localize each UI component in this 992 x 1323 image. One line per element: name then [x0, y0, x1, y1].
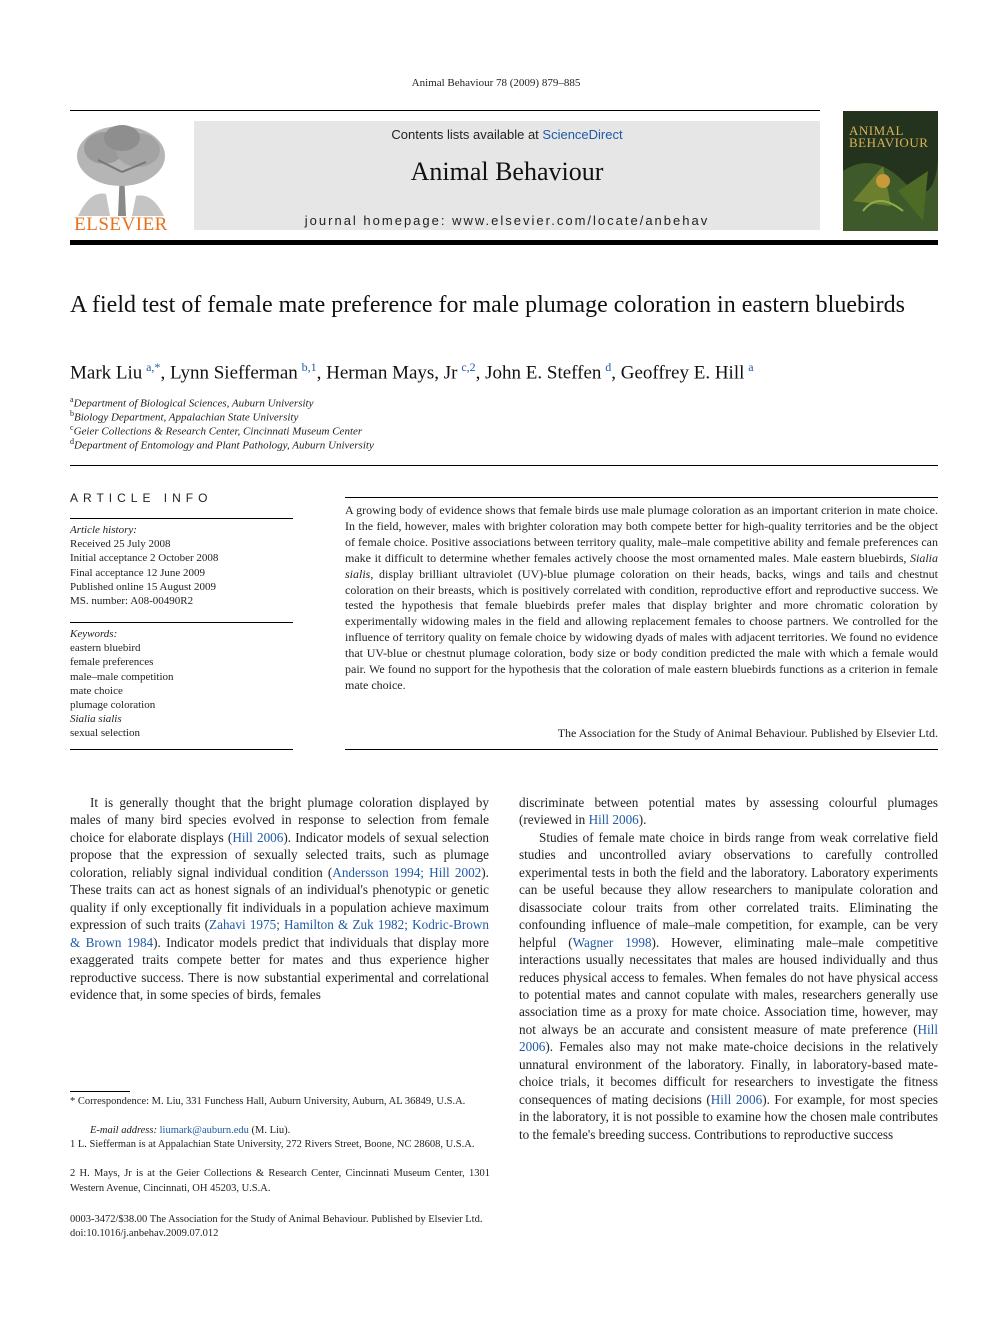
body-paragraph — [519, 794, 938, 829]
affiliations-rule — [70, 465, 938, 466]
keyword[interactable]: mate choice — [70, 684, 123, 697]
abstract-species: Sialia sialis — [345, 550, 938, 581]
journal-banner — [194, 121, 820, 230]
article-title: A field test of female mate preference for male plumage coloration in eastern bluebirds — [70, 292, 905, 318]
author-name[interactable]: John E. Steffen — [485, 362, 602, 384]
issn-line: 0003-3472/$38.00 The Association for the Study of Animal Behaviour. Published by Elsevier Ltd. — [70, 1214, 483, 1225]
reference-link[interactable]: Andersson 1994; Hill 2002 — [332, 864, 482, 880]
history-item: Published online 15 August 2009 — [70, 580, 217, 593]
author-affil-mark[interactable]: c,2 — [461, 360, 476, 374]
affiliation-mark: d — [70, 437, 74, 446]
keyword[interactable]: female preferences — [70, 656, 154, 669]
affiliation-text: Biology Department, Appalachian State University — [74, 411, 299, 424]
journal-cover[interactable] — [843, 111, 938, 231]
footnote-correspondence: * Correspondence: M. Liu, 331 Funchess Hall, Auburn University, Auburn, AL 36849, U.S.A. — [70, 1096, 466, 1107]
journal-title: Animal Behaviour — [410, 157, 604, 186]
email-label: E-mail address: — [90, 1125, 160, 1136]
history-label: Article history: — [70, 524, 137, 536]
contents-label: Contents lists available at — [391, 127, 543, 142]
elsevier-logo[interactable] — [70, 120, 172, 235]
keyword[interactable]: male–male competition — [70, 670, 174, 683]
author-name[interactable]: Herman Mays, Jr — [326, 362, 458, 384]
body-text: Studies of female mate choice in birds range from weak correlative field studies and uncontrolled aviary observations to carefully controlled experimental tests in both the field and the laboratory. Laboratory experiments can be useful because they allow researchers to manipulate coloration and disassociate colour traits from other correlated traits. Eliminating the confounding influence of male–male competition, for example, can be very helpful ( — [519, 829, 938, 950]
reference-link[interactable]: Zahavi 1975; Hamilton & Zuk 1982; Kodric-Brown & Brown 1984 — [70, 917, 489, 950]
footnote-email — [70, 1124, 490, 1139]
history-item: Final acceptance 12 June 2009 — [70, 566, 206, 579]
keyword[interactable] — [70, 712, 174, 726]
affiliation — [70, 423, 362, 438]
author-name[interactable]: Geoffrey E. Hill — [620, 362, 745, 384]
body-paragraph — [519, 829, 938, 1143]
keywords — [70, 627, 174, 741]
body-text: ). Indicator models predict that individuals that display more exaggerated traits compete better for mates and thus experience higher reproductive success. There is now substantial experimental and correlational evidence that, in some species of birds, females — [70, 934, 489, 1002]
author-affil-mark[interactable]: a,* — [146, 360, 161, 374]
body-column-left — [70, 794, 489, 1003]
contents-line — [194, 127, 820, 142]
email-link[interactable]: liumark@auburn.edu — [159, 1125, 249, 1136]
author-affil-mark[interactable]: a — [748, 360, 754, 374]
history-item: Initial acceptance 2 October 2008 — [70, 552, 219, 565]
keyword[interactable]: plumage coloration — [70, 699, 156, 712]
sciencedirect-link[interactable]: ScienceDirect — [542, 127, 623, 142]
keyword[interactable]: sexual selection — [70, 727, 140, 740]
elsevier-tree-icon — [70, 120, 172, 218]
footnote-1: 1 L. Siefferman is at Appalachian State University, 272 Rivers Street, Boone, NC 28608, U.S.A. — [70, 1139, 475, 1150]
body-paragraph — [70, 794, 489, 1003]
abstract-top-rule — [345, 497, 938, 498]
body-text: ). These traits can act as honest signals of an individual's phenotypic or genetic quality if only exceptionally fit individuals in a population achieve maximum expression of such traits ( — [70, 864, 489, 933]
body-text: It is generally thought that the bright plumage coloration displayed by males of many bird species evolved in response to selection from female choice for elaborate displays ( — [70, 795, 489, 845]
body-text: ). However, eliminating male–male competitive interactions usually necessitates that males are housed individually and thus reduces physical access to females. When females do not have physical access to potential mates and cannot copulate with males, researchers generally use association time as a proxy for mate choice. Association time, however, may not always be an accurate and consistent measure of mate preference ( — [519, 934, 938, 1037]
author-list: Mark Liu $^{a,*}$, Lynn Siefferman $^{b,1}$, Herman Mays, Jr $^{c,2}$, John E. Steffen $^d$, Geoffrey E. Hill $^a$ — [70, 360, 754, 384]
affiliation-text: Department of Biological Sciences, Auburn University — [73, 397, 314, 410]
journal-homepage[interactable]: journal homepage: www.elsevier.com/locate/anbehav — [304, 213, 710, 228]
body-column-right — [519, 794, 938, 1143]
abstract-text: A growing body of evidence shows that female birds use male plumage coloration as an important criterion in mate choice. In the field, however, males with brighter coloration may both compete better for high-quality territories and be the object of female choice. Positive associations between territory quality, male–male competitive ability and female preferences can make it difficult to determine whether females actively choose the most ornamented males. Male eastern bluebirds, — [345, 503, 938, 565]
keywords-rule — [70, 622, 293, 623]
reference-link[interactable]: Hill 2006 — [588, 812, 639, 828]
article-info-rule — [70, 518, 293, 519]
doi-line[interactable]: doi:10.1016/j.anbehav.2009.07.012 — [70, 1228, 219, 1239]
abstract-bottom-rule — [345, 749, 938, 750]
history-item: Received 25 July 2008 — [70, 538, 171, 551]
body-text: ). — [638, 812, 647, 828]
affiliation-text: Geier Collections & Research Center, Cincinnati Museum Center — [73, 425, 363, 438]
reference-link[interactable]: Hill 2006 — [710, 1091, 763, 1107]
abstract — [345, 503, 938, 694]
keywords-label: Keywords: — [70, 628, 118, 640]
affiliation-mark: a — [70, 395, 74, 404]
affiliation-mark: c — [70, 423, 74, 432]
email-tail: (M. Liu). — [248, 1125, 291, 1136]
author-name[interactable]: Mark Liu — [70, 362, 143, 384]
footnote-2: 2 H. Mays, Jr is at the Geier Collections & Research Center, Cincinnati Museum Center, 1301 Western Avenue, Cincinnati, OH 45203, U.S.A. — [70, 1168, 490, 1194]
header-rule — [70, 110, 820, 111]
keyword-species: Sialia sialis — [70, 713, 122, 726]
article-info-heading: ARTICLE INFO — [70, 491, 213, 505]
footnote-rule — [70, 1091, 130, 1092]
cover-title: ANIMAL BEHAVIOUR — [849, 123, 929, 150]
header-thick-rule — [70, 240, 938, 245]
journal-citation: Animal Behaviour 78 (2009) 879–885 — [411, 77, 581, 89]
abstract-copyright: The Association for the Study of Animal Behaviour. Published by Elsevier Ltd. — [557, 726, 938, 740]
affiliation — [70, 409, 298, 424]
article-history — [70, 523, 218, 608]
page-footer — [70, 1213, 482, 1241]
author-name[interactable]: Lynn Siefferman — [169, 362, 298, 384]
affiliation-text: Department of Entomology and Plant Pathology, Auburn University — [74, 439, 374, 452]
body-text: ). For example, for most species in the laboratory, it is not possible to examine how the chosen male contributes to the female's breeding success. Contributions to reproductive success — [519, 1091, 938, 1142]
reference-link[interactable]: Hill 2006 — [232, 829, 284, 845]
elsevier-wordmark: ELSEVIER — [74, 214, 168, 235]
body-text: discriminate between potential mates by assessing colourful plumages (reviewed in — [519, 795, 938, 828]
history-item: MS. number: A08-00490R2 — [70, 595, 194, 608]
author-affil-mark[interactable]: b,1 — [301, 360, 317, 374]
body-text: ). Indicator models of sexual selection propose that the expression of sexually selected traits, such as plumage coloration, reliably signal individual condition ( — [70, 829, 490, 880]
affiliation — [70, 395, 313, 410]
reference-link[interactable]: Wagner 1998 — [572, 934, 652, 950]
reference-link[interactable]: Hill 2006 — [519, 1021, 938, 1055]
affiliation — [70, 437, 374, 452]
keyword[interactable]: eastern bluebird — [70, 642, 141, 655]
article-info-bottom-rule — [70, 749, 293, 750]
abstract-text: , display brilliant ultraviolet (UV)-blue plumage coloration on their heads, backs, wings and tails and chestnut coloration on their breasts, which is positively correlated with condition, reproductive effort and reproductive success. We tested the hypothesis that female bluebirds prefer males that display brighter and more chromatic coloration by experimentally widowing males in the field and allowing replacement females to choose partners. We controlled for the influence of territory quality on female choice by widowing dyads of males with adjacent territories. We found no evidence that UV-blue or chestnut plumage coloration, body size or body condition predicted the male with which a female would pair. We found no support for the hypothesis that the coloration of male eastern bluebirds functions as a criterion in female mate choice. — [345, 566, 938, 692]
affiliation-mark: b — [70, 409, 74, 418]
author-affil-mark[interactable]: d — [605, 360, 612, 374]
body-text: ). Females also may not make mate-choice decisions in the relatively unnatural environment of the laboratory. Finally, in laboratory-based mate-choice trials, it becomes difficult for researchers to investigate the fitness consequences of mating decisions ( — [519, 1039, 938, 1107]
